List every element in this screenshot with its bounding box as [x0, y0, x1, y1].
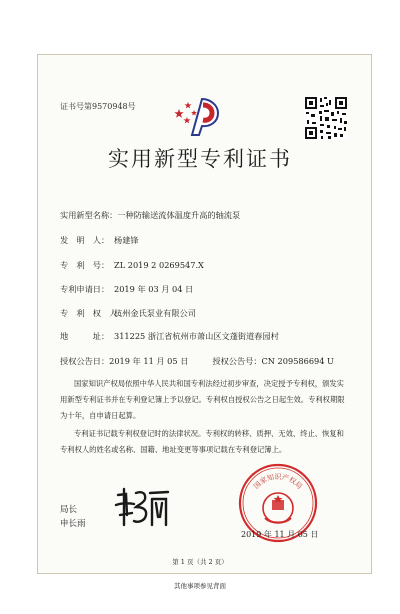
back-note: 其他事项参见背面 [174, 582, 226, 590]
grant-number-value: CN 209586694 U [261, 356, 334, 366]
address-label: 地 址： [60, 331, 110, 341]
address-row [60, 331, 279, 342]
grant-date-value: 2019 年 11 月 05 日 [109, 356, 189, 366]
filing-date-row [60, 284, 193, 295]
director-name: 申长雨 [60, 519, 86, 529]
certificate-title: 实用新型专利证书 [108, 147, 292, 171]
director-signature [112, 485, 172, 533]
certificate-number-suffix: 号 [127, 102, 136, 111]
inventor-label: 发 明 人： [60, 235, 110, 245]
qr-code [304, 96, 348, 140]
legal-status-paragraph: 专利证书记载专利权登记时的法律状况。专利权的转移、质押、无效、终止、恢复和专利权人的姓名或名称、国籍、地址变更等事项记载在专利登记簿上。 [60, 429, 344, 454]
certificate-number-label: 证书号第 [60, 102, 92, 111]
inventor-row [60, 235, 139, 246]
page-info: 第 1 页（共 2 页） [172, 558, 228, 566]
director-title: 局长 [60, 505, 78, 515]
grant-date-label: 授权公告日： [60, 356, 110, 366]
stamp-date: 2019 年 11 月 05 日 [241, 530, 319, 539]
cnipa-logo [172, 91, 226, 137]
patent-number-row [60, 260, 204, 271]
patent-number-label: 专 利 号： [60, 260, 110, 270]
certificate-number-value: 9570948 [92, 102, 128, 111]
inventor-value: 杨建锋 [114, 235, 139, 245]
svg-text:国家知识产权局: 国家知识产权局 [252, 473, 304, 491]
patentee-row [60, 308, 196, 319]
patentee-label: 专 利 权 人： [60, 308, 126, 318]
grant-number-label: 授权公告号： [212, 356, 262, 366]
utility-model-name-value: 一种防输送流体温度升高的轴流泵 [117, 210, 241, 220]
utility-model-name-label: 实用新型名称： [60, 210, 118, 220]
patent-number-value: ZL 2019 2 0269547.X [114, 260, 204, 270]
address-value: 311225 浙江省杭州市萧山区文蓬街道春园村 [114, 331, 279, 341]
grant-statement-paragraph: 国家知识产权局依照中华人民共和国专利法经过初步审查，决定授予专利权，颁发实用新型专利证书并在专利登记簿上予以登记。专利权自授权公告之日起生效。专利权期限为十年，自申请日起算。 [60, 379, 345, 420]
filing-date-value: 2019 年 03 月 04 日 [114, 284, 194, 294]
certificate-number [60, 101, 136, 112]
grant-row [60, 356, 334, 367]
patentee-value: 杭州金氏泵业有限公司 [114, 308, 196, 318]
filing-date-label: 专利申请日： [60, 284, 110, 294]
utility-model-name-row [60, 210, 240, 221]
